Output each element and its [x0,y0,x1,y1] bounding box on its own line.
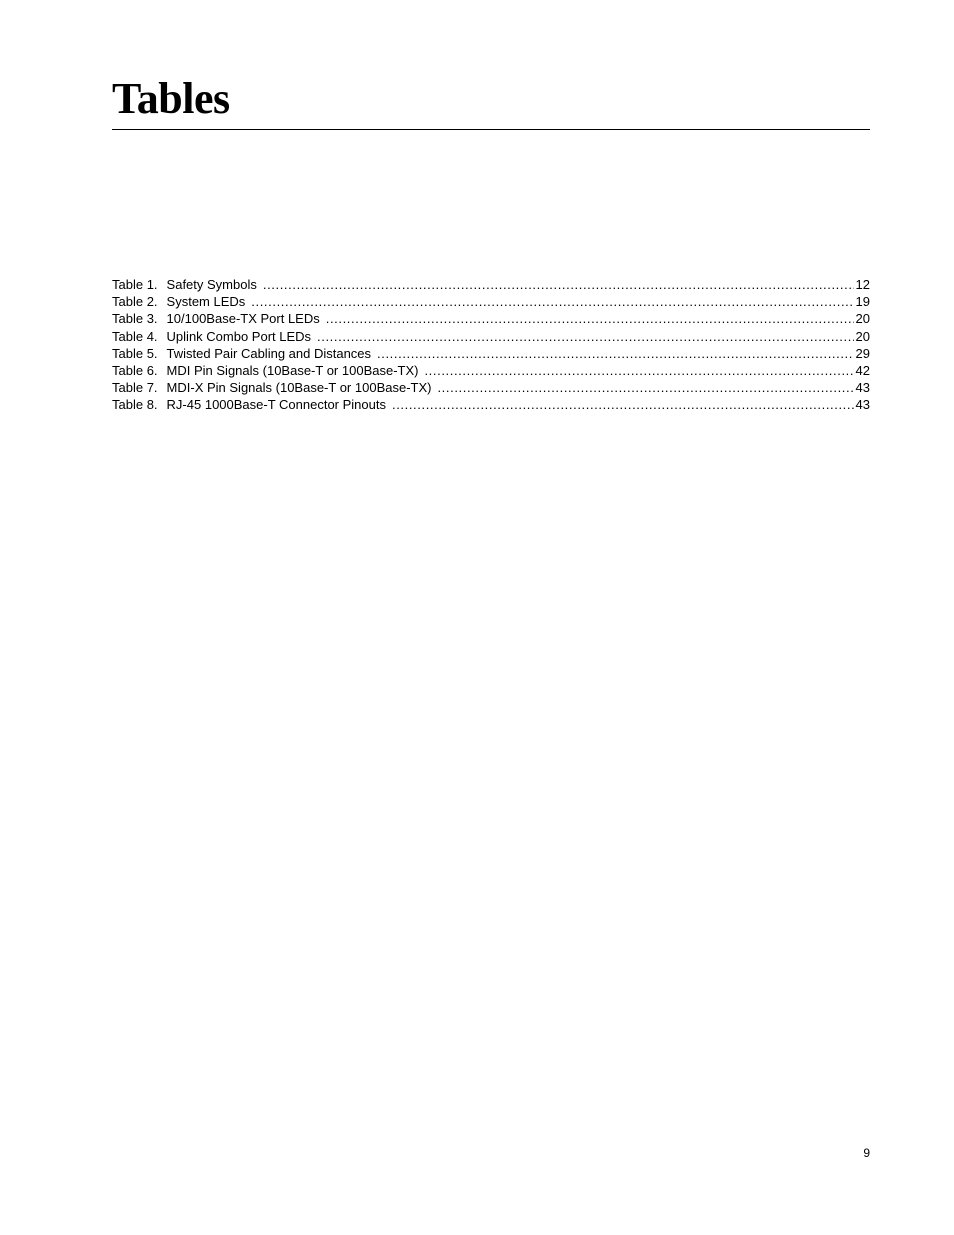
toc-entry-page: 20 [855,328,870,344]
toc-entry-table-2[interactable] [112,293,870,310]
toc-entry-number: Table 8. [112,397,158,413]
toc-entry-number: Table 4. [112,328,158,344]
toc-entry-page: 29 [855,345,870,361]
toc-entry-page: 19 [855,294,870,310]
toc-entry-number: Table 6. [112,362,158,378]
page-number: 9 [863,1146,870,1160]
toc-entry-title: 10/100Base-TX Port LEDs [166,311,320,327]
toc-entry-number: Table 2. [112,294,158,310]
toc-entry-number: Table 1. [112,277,158,292]
dot-leader [437,379,853,396]
toc-entry-number: Table 7. [112,380,158,396]
toc-entry-page: 43 [855,380,870,396]
toc-entry-title: MDI Pin Signals (10Base-T or 100Base-TX) [166,362,419,378]
page-title: Tables [112,74,230,123]
dot-leader [424,362,853,379]
toc-entry-table-3[interactable] [112,310,870,327]
toc-entry-number: Table 3. [112,311,158,327]
toc-entry-title: Uplink Combo Port LEDs [166,328,312,344]
dot-leader [377,345,853,362]
toc-entry-number: Table 5. [112,345,158,361]
title-rule [112,129,870,130]
list-of-tables [112,276,870,414]
toc-entry-page: 20 [855,311,870,327]
toc-entry-table-8[interactable] [112,396,870,413]
toc-entry-title: System LEDs [166,294,246,310]
toc-entry-title: Twisted Pair Cabling and Distances [166,345,372,361]
dot-leader [251,293,853,310]
toc-entry-table-5[interactable] [112,345,870,362]
toc-entry-table-7[interactable] [112,379,870,396]
toc-entry-table-1[interactable] [112,276,870,293]
dot-leader [317,328,853,345]
toc-entry-table-4[interactable] [112,328,870,345]
toc-entry-title: Safety Symbols [166,277,257,292]
dot-leader [326,310,854,327]
toc-entry-page: 43 [855,397,870,413]
toc-entry-table-6[interactable] [112,362,870,379]
dot-leader [392,396,854,413]
toc-entry-page: 42 [855,362,870,378]
toc-entry-page: 12 [855,277,870,292]
dot-leader [263,276,854,293]
toc-entry-title: MDI-X Pin Signals (10Base-T or 100Base-TX) [166,380,432,396]
toc-entry-title: RJ-45 1000Base-T Connector Pinouts [166,397,386,413]
